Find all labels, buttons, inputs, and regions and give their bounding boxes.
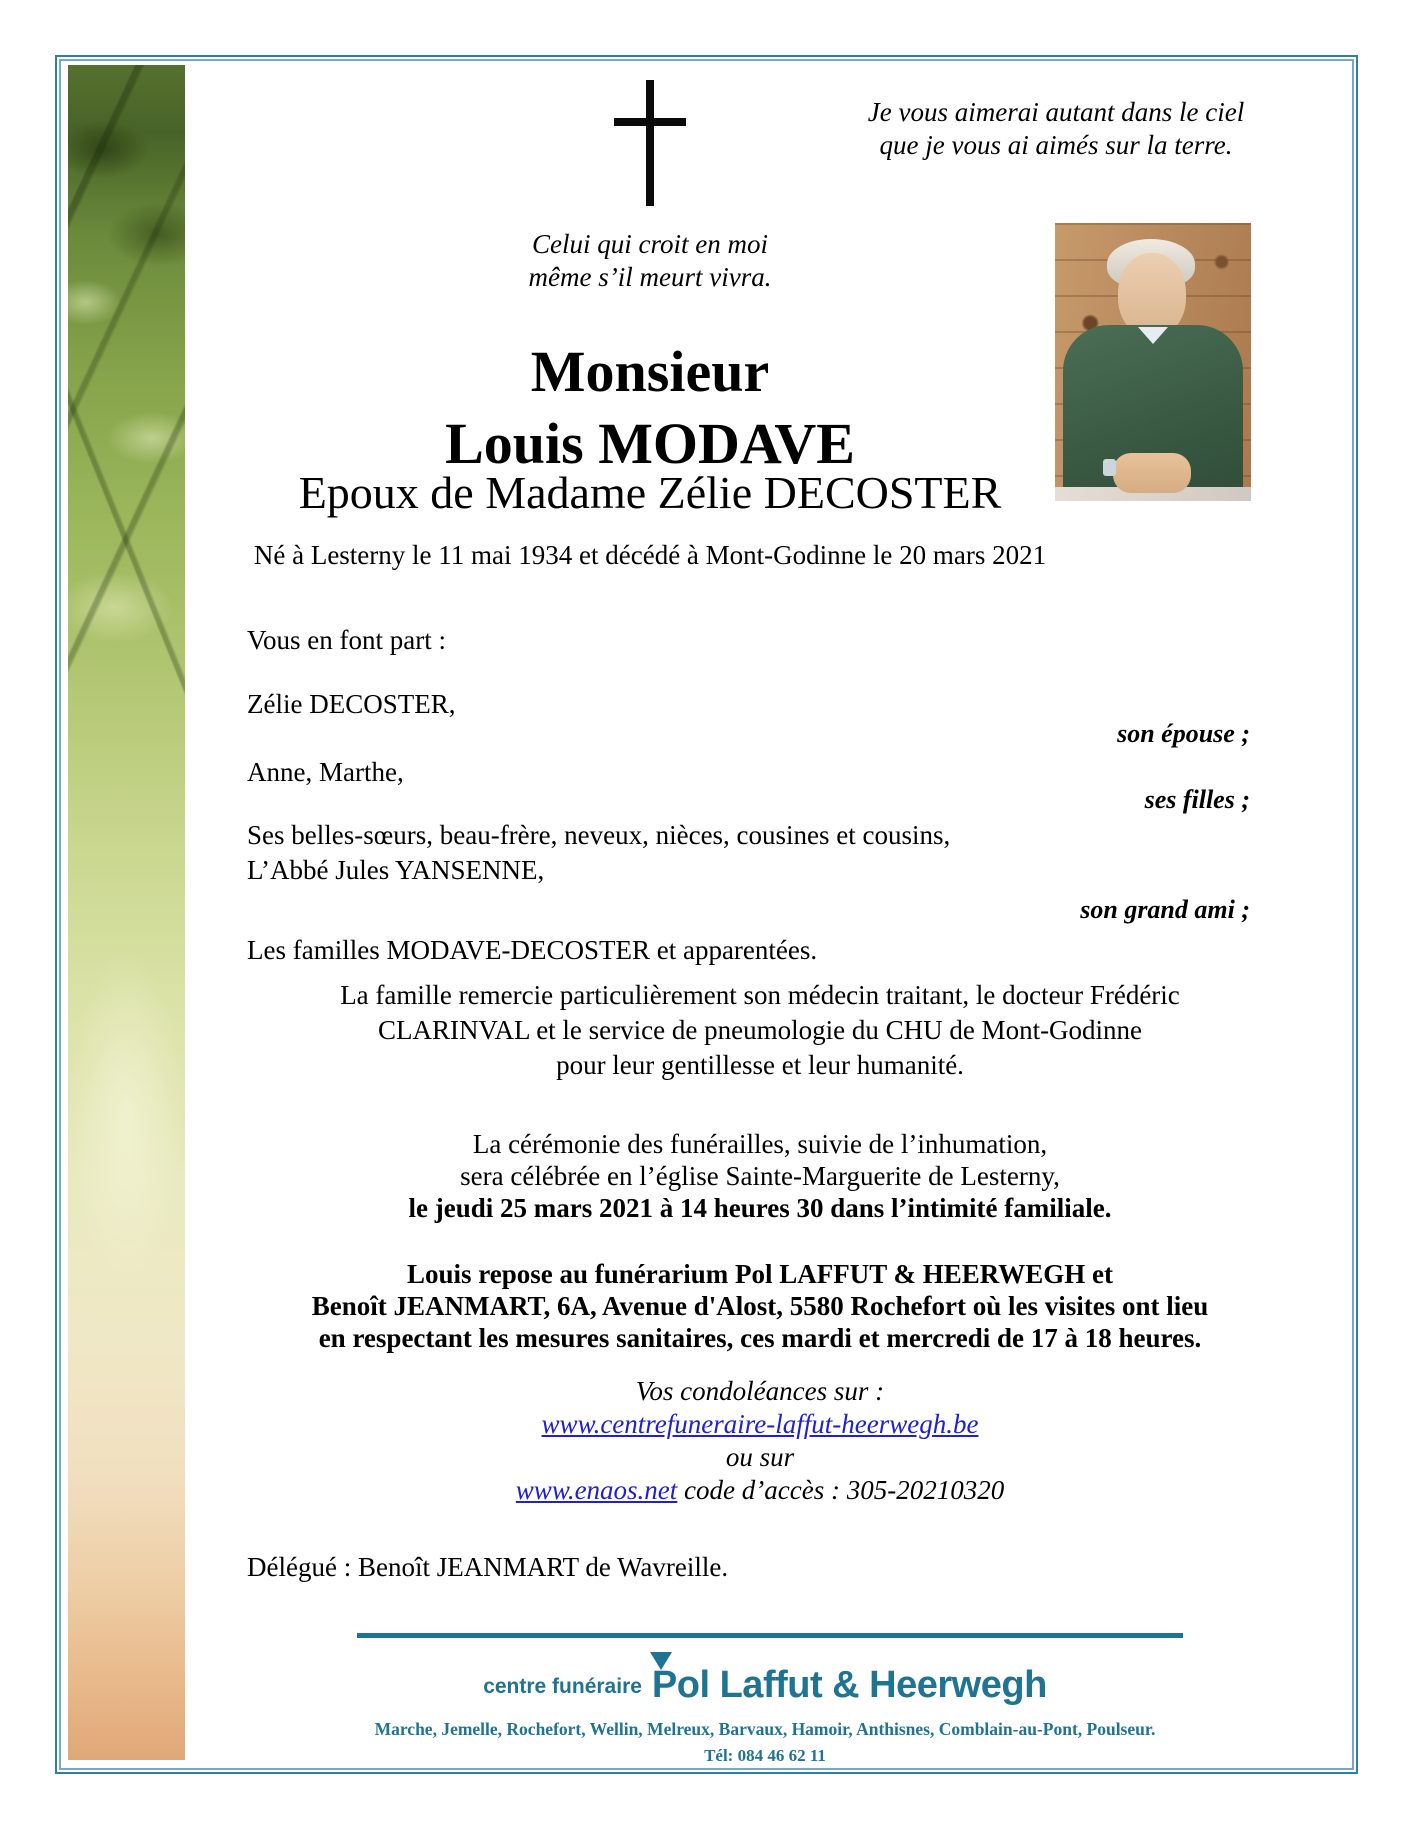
condolences-or: ou sur — [725, 1442, 795, 1472]
delegate-line: Délégué : Benoît JEANMART de Wavreille. — [247, 1552, 729, 1582]
footer-locations: Marche, Jemelle, Rochefort, Wellin, Melreux, Barvaux, Hamoir, Anthisnes, Comblain-au-Pont, Poulseur. — [374, 1719, 1156, 1739]
cross-icon-bar — [614, 118, 686, 126]
deceased-title: Monsieur — [530, 339, 770, 404]
condolences-link-enaos[interactable]: www.enaos.net — [515, 1475, 678, 1505]
brand-name: Pol Laffut & Heerwegh — [651, 1664, 1047, 1706]
ceremony-line1: La cérémonie des funérailles, suivie de l’inhumation, — [472, 1129, 1048, 1159]
deceased-name: Louis MODAVE — [445, 411, 855, 476]
footer-phone: Tél: 084 46 62 11 — [704, 1746, 826, 1765]
relation-daughters: ses filles ; — [1144, 785, 1250, 814]
family-member-inlaws: Ses belles-sœurs, beau-frère, neveux, nièces, cousines et cousins, — [247, 820, 951, 850]
heaven-quote-line1: Je vous aimerai autant dans le ciel — [867, 97, 1245, 127]
forest-path-photo — [68, 65, 185, 1760]
deceased-spouse-line: Epoux de Madame Zélie DECOSTER — [298, 467, 1002, 518]
announcement-intro: Vous en font part : — [247, 625, 446, 655]
repose-line1: Louis repose au funérarium Pol LAFFUT & HEERWEGH et — [406, 1259, 1114, 1289]
scripture-verse-line1: Celui qui croit en moi — [532, 229, 768, 259]
family-member-families: Les familles MODAVE-DECOSTER et apparentées. — [247, 935, 818, 965]
cross-icon — [646, 80, 654, 206]
access-code: code d’accès : 305-20210320 — [684, 1475, 1005, 1505]
ceremony-line2: sera célébrée en l’église Sainte-Marguerite de Lesterny, — [460, 1161, 1060, 1191]
scripture-verse-line2: même s’il meurt vivra. — [528, 262, 772, 292]
relation-wife: son épouse ; — [1117, 719, 1250, 748]
scripture-verse — [185, 228, 1115, 294]
footer-divider-bar — [357, 1633, 1183, 1638]
condolences-block — [190, 1375, 1330, 1507]
repose-paragraph — [190, 1258, 1330, 1354]
repose-line2: Benoît JEANMART, 6A, Avenue d'Alost, 5580 Rochefort où les visites ont lieu — [311, 1291, 1209, 1321]
thanks-line2: CLARINVAL et le service de pneumologie du CHU de Mont-Godinne — [377, 1015, 1143, 1045]
portrait-hands — [1113, 453, 1191, 493]
condolences-intro: Vos condoléances sur : — [635, 1376, 885, 1406]
family-member-daughters: Anne, Marthe, — [247, 757, 404, 787]
heaven-quote — [860, 96, 1252, 162]
condolences-link-funeraire[interactable]: www.centrefuneraire-laffut-heerwegh.be — [541, 1409, 979, 1439]
funeral-home-logo — [190, 1664, 1340, 1707]
birth-death-line: Né à Lesterny le 11 mai 1934 et décédé à Mont-Godinne le 20 mars 2021 — [253, 540, 1047, 570]
heaven-quote-line2: que je vous ai aimés sur la terre. — [879, 130, 1233, 160]
thanks-line1: La famille remercie particulièrement son médecin traitant, le docteur Frédéric — [340, 980, 1180, 1010]
thanks-paragraph — [190, 978, 1330, 1083]
brand-prefix: centre funéraire — [483, 1675, 642, 1698]
repose-line3: en respectant les mesures sanitaires, ces mardi et mercredi de 17 à 18 heures. — [318, 1323, 1202, 1353]
ceremony-paragraph — [190, 1128, 1330, 1224]
family-member-wife: Zélie DECOSTER, — [247, 689, 456, 719]
relation-friend: son grand ami ; — [1080, 895, 1250, 924]
family-member-abbe: L’Abbé Jules YANSENNE, — [247, 855, 545, 885]
thanks-line3: pour leur gentillesse et leur humanité. — [556, 1050, 964, 1080]
ceremony-date-line: le jeudi 25 mars 2021 à 14 heures 30 dans l’intimité familiale. — [408, 1193, 1112, 1223]
